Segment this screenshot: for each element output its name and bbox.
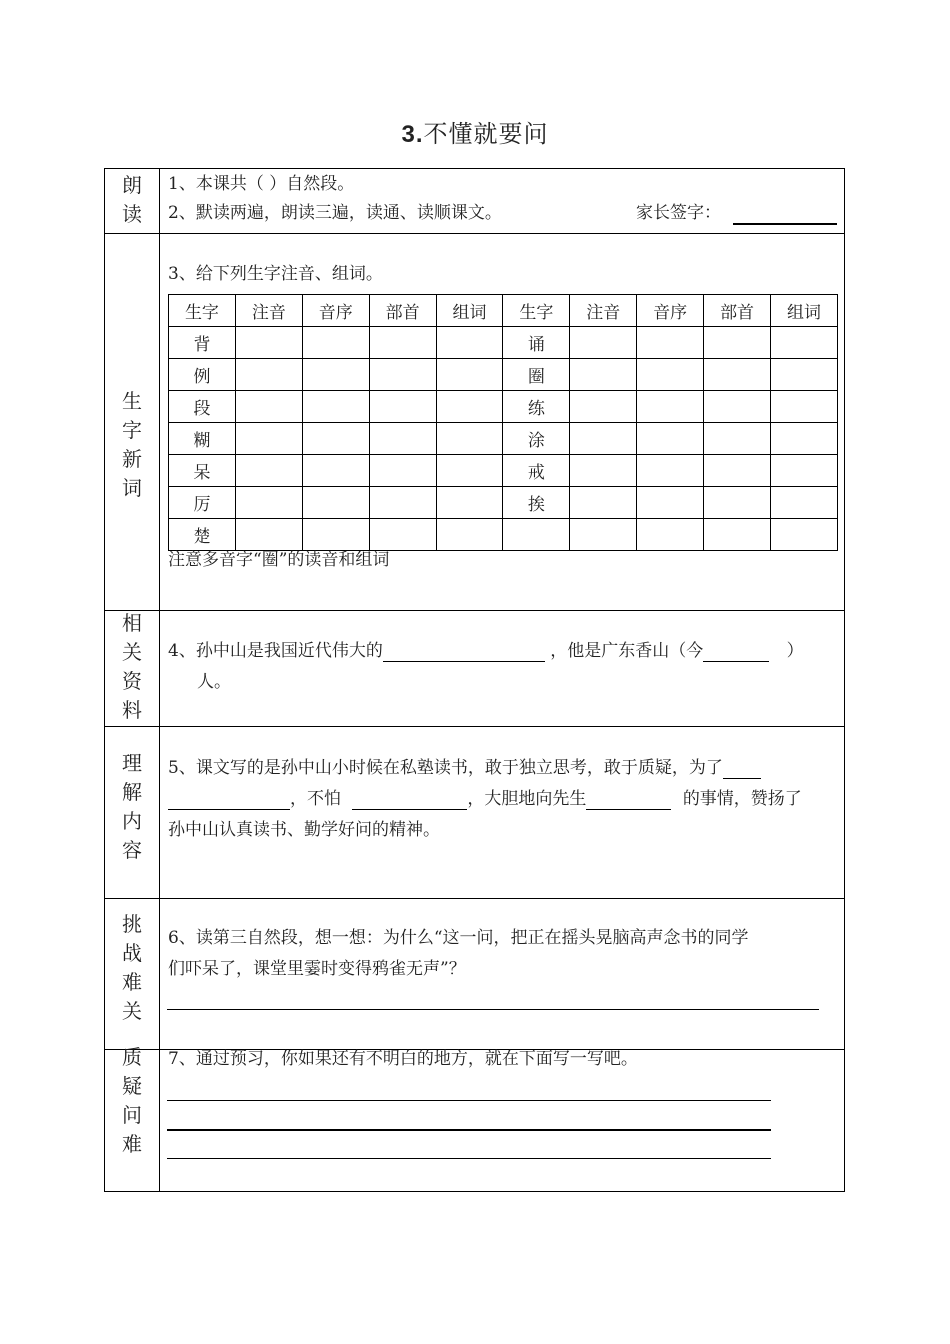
section-label-vocab: 生 字 新 词 bbox=[122, 389, 142, 500]
parent-sign-line[interactable] bbox=[733, 223, 837, 225]
char-cell bbox=[503, 519, 570, 551]
q5-line-3: 孙中山认真读书、勤学好问的精神。 bbox=[168, 820, 440, 840]
table-row bbox=[169, 455, 838, 487]
char-cell: 练 bbox=[503, 391, 570, 423]
table-row bbox=[169, 359, 838, 391]
char-cell: 楚 bbox=[169, 519, 236, 551]
header-cell: 部首 bbox=[369, 295, 436, 327]
header-cell: 音序 bbox=[302, 295, 369, 327]
q6-answer-line[interactable] bbox=[167, 1009, 819, 1010]
vocab-table bbox=[168, 294, 838, 551]
section-label-reading: 朗 读 bbox=[122, 173, 142, 226]
q6-line-1: 6、读第三自然段，想一想：为什么“这一问，把正在摇头晃脑高声念书的同学 bbox=[168, 928, 749, 948]
q5-blank-3[interactable] bbox=[586, 791, 671, 810]
char-cell: 例 bbox=[169, 359, 236, 391]
q4-blank-2[interactable] bbox=[703, 643, 769, 662]
page-title: 3.不懂就要问 bbox=[401, 120, 549, 148]
header-cell: 组词 bbox=[436, 295, 503, 327]
q7-text: 7、通过预习，你如果还有不明白的地方，就在下面写一写吧。 bbox=[168, 1049, 638, 1069]
header-cell: 生字 bbox=[169, 295, 236, 327]
char-cell: 戒 bbox=[503, 455, 570, 487]
q3-prompt: 3、给下列生字注音、组词。 bbox=[168, 264, 383, 284]
q1-text: 1、本课共（ ）自然段。 bbox=[168, 174, 355, 194]
q5-blank-1b[interactable] bbox=[168, 791, 290, 810]
polyphone-note: 注意多音字“圈”的读音和组词 bbox=[168, 550, 390, 570]
char-cell: 圈 bbox=[503, 359, 570, 391]
header-cell: 音序 bbox=[637, 295, 704, 327]
char-cell: 挨 bbox=[503, 487, 570, 519]
header-cell: 注音 bbox=[570, 295, 637, 327]
q5-blank-2[interactable] bbox=[352, 791, 467, 810]
q7-answer-line-3[interactable] bbox=[167, 1158, 771, 1159]
q5-line-1: 5、课文写的是孙中山小时候在私塾读书，敢于独立思考，敢于质疑，为了 bbox=[168, 757, 761, 779]
header-cell: 生字 bbox=[503, 295, 570, 327]
table-row bbox=[169, 391, 838, 423]
q5-line-2: ，不怕 ，大胆地向先生 的事情，赞扬了 bbox=[168, 788, 802, 810]
header-cell: 组词 bbox=[771, 295, 838, 327]
vocab-header-row bbox=[169, 295, 838, 327]
char-cell: 涂 bbox=[503, 423, 570, 455]
section-label-question: 质 疑 问 难 bbox=[122, 1045, 142, 1156]
q4-blank-1[interactable] bbox=[383, 643, 545, 662]
q4-line: 4、孙中山是我国近代伟大的 ，他是广东香山（今 ） bbox=[168, 641, 804, 661]
char-cell: 呆 bbox=[169, 455, 236, 487]
char-cell: 糊 bbox=[169, 423, 236, 455]
q7-answer-line-1[interactable] bbox=[167, 1100, 771, 1101]
worksheet-table bbox=[104, 168, 845, 1192]
table-row bbox=[169, 487, 838, 519]
q5-blank-1a[interactable] bbox=[723, 760, 761, 779]
section-label-challenge: 挑 战 难 关 bbox=[122, 912, 142, 1023]
section-label-understand: 理 解 内 容 bbox=[122, 751, 142, 862]
char-cell: 诵 bbox=[503, 327, 570, 359]
header-cell: 部首 bbox=[704, 295, 771, 327]
q7-answer-line-2[interactable] bbox=[167, 1129, 771, 1131]
char-cell: 段 bbox=[169, 391, 236, 423]
parent-sign-label: 家长签字： bbox=[636, 203, 721, 223]
char-cell: 厉 bbox=[169, 487, 236, 519]
q6-line-2: 们吓呆了，课堂里霎时变得鸦雀无声”？ bbox=[168, 959, 466, 979]
section-label-info: 相 关 资 料 bbox=[122, 611, 142, 722]
table-row bbox=[169, 519, 838, 551]
char-cell: 背 bbox=[169, 327, 236, 359]
table-row bbox=[169, 327, 838, 359]
q2-text: 2、默读两遍，朗读三遍，读通、读顺课文。 bbox=[168, 203, 502, 223]
q4-line-2: 人。 bbox=[197, 672, 231, 692]
table-row bbox=[169, 423, 838, 455]
header-cell: 注音 bbox=[235, 295, 302, 327]
